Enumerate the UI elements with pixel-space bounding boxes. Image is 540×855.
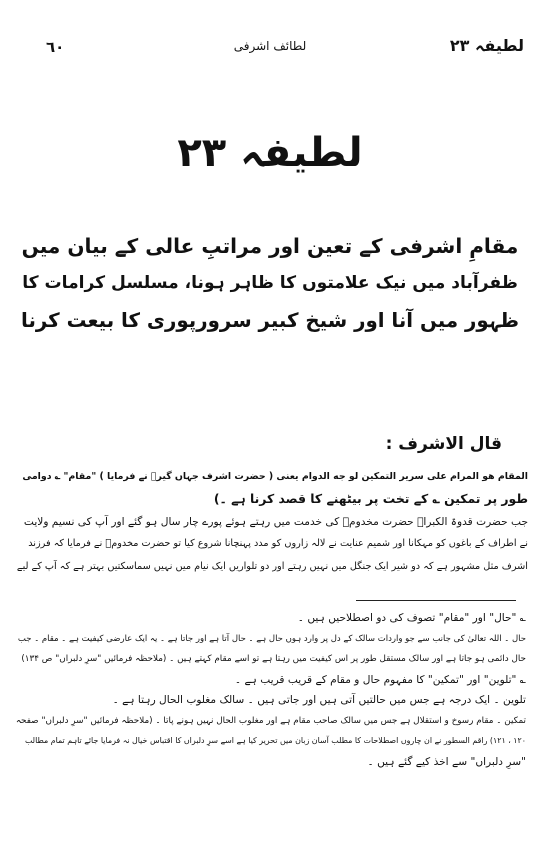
footnote-line: تمکین ۔ مقام رسوخ و استقلال ہے جس میں سالک صاحب مقام ہے اور مغلوب الحال نہیں ہونے پاتا ۔ (ملاحظہ فرمائیں "سرِ دلبراں" صفحہ bbox=[15, 715, 526, 726]
header-section-label: لطیفہ ۲۳ bbox=[449, 36, 524, 55]
running-title: لطائف اشرفی bbox=[233, 39, 307, 53]
body-line: نے اطراف کے باغوں کو مہکانا اور شمیم عنایت نے لالہ زاروں کو مدد پہنچانا شروع کیا تو حضرت مخدومؒ نے فرمایا کہ فرزند bbox=[28, 538, 528, 550]
footnote-line: ؎ "تلوین" اور "تمکین" کا مفہوم حال و مقام کے قریب قریب ہے ۔ bbox=[234, 673, 526, 686]
chapter-heading-line: ظہور میں آنا اور شیخ کبیر سرورپوری کا بیعت کرنا bbox=[21, 309, 519, 332]
body-line: المقام هو المرام على سرير التمكين لو جه الدوام یعنی ( حضرت اشرف جہاں گیرؒ نے فرمایا ) "مقام" ؎ دوامی bbox=[22, 471, 528, 482]
page-number: ٦٠ bbox=[46, 38, 65, 56]
running-header bbox=[0, 36, 540, 64]
body-line: طور پر تمکین ؎ کے تخت پر بیٹھنے کا قصد کرنا ہے ۔) bbox=[213, 491, 528, 507]
chapter-number-title: لطیفہ ۲۳ bbox=[177, 130, 363, 176]
chapter-heading-line: مقامِ اشرفی کے تعین اور مراتبِ عالی کے بیان میں bbox=[21, 234, 519, 258]
qal-heading: قال الاشرف : bbox=[385, 434, 502, 454]
footnote-line: حال دائمی ہو جاتا ہے اور سالک مستقل طور پر اس کیفیت میں رہتا ہے تو اسے مقام کہتے ہیں ۔ (ملاحظہ فرمائیں "سرِ دلبراں" ص ۱۳۴) bbox=[21, 654, 526, 664]
footnotes bbox=[16, 608, 526, 772]
chapter-heading bbox=[20, 228, 520, 339]
footnote-line: ؎ "حال" اور "مقام" تصوف کی دو اصطلاحیں ہیں ۔ bbox=[297, 612, 526, 624]
chapter-heading-line: ظفرآباد میں نیک علامتوں کا ظاہر ہونا، مسلسل کرامات کا bbox=[22, 273, 518, 293]
footnote-line: حال ۔ اللہ تعالیٰ کی جانب سے جو واردات سالک کے دل پر وارد ہوں حال ہے ۔ حال آتا ہے اور جاتا ہے ۔ یہ ایک عارضی کیفیت ہے ۔ مقام ۔ جب bbox=[17, 633, 526, 644]
body-line: اشرف مثل مشہور ہے کہ دو شیر ایک جنگل میں نہیں رہتے اور دو تلواریں ایک نیام میں نہیں سماسکتیں بہتر ہے کہ آپ کے لیے bbox=[16, 560, 528, 572]
footnote-line: "سرِ دلبراں" سے اخذ کیے گئے ہیں ۔ bbox=[367, 755, 526, 768]
footnote-divider bbox=[356, 600, 516, 601]
footnote-line: تلوین ۔ ایک درجہ ہے جس میں حالتیں آتی ہیں اور جاتی ہیں ۔ سالک مغلوب الحال رہتا ہے ۔ bbox=[112, 694, 526, 706]
body-text bbox=[16, 466, 528, 578]
body-line: جب حضرت قدوۃ الکبراؒ حضرت مخدومؒ کی خدمت میں رہتے ہوئے پورے چار سال ہو گئے اور آپ کی نسیم ولایت bbox=[23, 515, 528, 528]
footnote-line: ۱۲۰ ، ۱۲۱) راقم السطور نے ان چاروں اصطلاحات کا مطلب آسان زبان میں تحریر کیا ہے اسے سرِ دلبراں کا اقتباس خیال نہ فرمایا جائے تاہم تمام مطالب bbox=[24, 736, 526, 745]
